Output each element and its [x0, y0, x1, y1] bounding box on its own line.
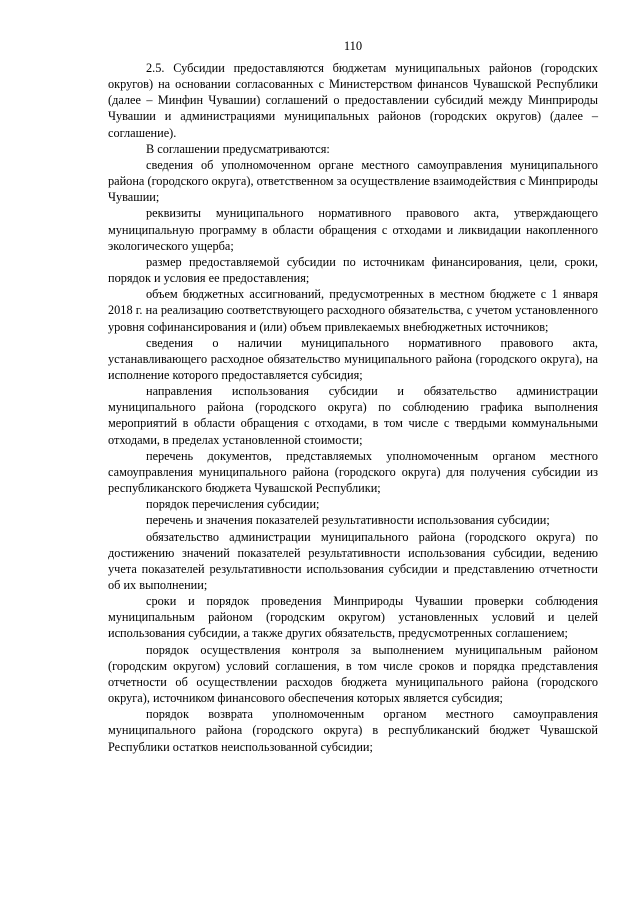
paragraph-item: сведения об уполномоченном органе местного самоуправления муниципального района (городского округа), ответственном за осуществление взаимодействия с Минприроды Чувашии;: [108, 157, 598, 205]
paragraph-item: размер предоставляемой субсидии по источникам финансирования, цели, сроки, порядок и условия ее предоставления;: [108, 254, 598, 286]
paragraph-item: обязательство администрации муниципального района (городского округа) по достижению значений показателей результативности использования субсидии, ведению учета показателей результативности использования субсидии и представлению отчетности об их выполнении;: [108, 529, 598, 592]
paragraph-item: направления использования субсидии и обязательство администрации муниципального района (городского округа) по соблюдению графика выполнения мероприятий в области обращения с отходами, в том числе с твердыми коммунальными отходами, в пределах установленной стоимости;: [108, 384, 598, 447]
paragraph-2-5: 2.5. Субсидии предоставляются бюджетам муниципальных районов (городских округов) на основании согласованных с Министерством финансов Чувашской Республики (далее – Минфин Чувашии) соглашений о предоставлении субсидий между Минприроды Чувашии и администрациями муниципальных районов (городских округов) (далее – соглашение).: [108, 61, 598, 140]
paragraph-item: порядок осуществления контроля за выполнением муниципальным районом (городским округом) условий соглашения, в том числе сроков и порядка представления отчетности об осуществлении расходов бюджета муниципального района (городского округа), источником финансового обеспечения которых является субсидия;: [108, 642, 598, 706]
paragraph-agreement-intro: В соглашении предусматриваются:: [146, 141, 330, 156]
paragraph-item: реквизиты муниципального нормативного правового акта, утверждающего муниципальную программу в области обращения с отходами и ликвидации накопленного экологического ущерба;: [108, 206, 598, 253]
paragraph-item: объем бюджетных ассигнований, предусмотренных в местном бюджете с 1 января 2018 г. на реализацию соответствующего расходного обязательства, с учетом установленного уровня софинансирования и (или) объем привлекаемых внебюджетных источников;: [108, 287, 598, 334]
paragraph-item: сроки и порядок проведения Минприроды Чувашии проверки соблюдения муниципальным районом (городским округом) установленных условий и целей использования субсидии, а также других обязательств, предусмотренных соглашением;: [108, 594, 598, 641]
paragraph-item: порядок возврата уполномоченным органом местного самоуправления муниципального района (городского округа) в республиканский бюджет Чувашской Республики остатков неиспользованной субсидии;: [108, 707, 598, 754]
paragraph-item: сведения о наличии муниципального нормативного правового акта, устанавливающего расходное обязательство муниципального района (городского округа), на исполнение которого предоставляется субсидия;: [108, 335, 598, 382]
document-page: [108, 38, 598, 755]
paragraph-item: перечень документов, представляемых уполномоченным органом местного самоуправления муниципального района (городского округа) для получения субсидии из республиканского бюджета Чувашской Республики;: [108, 448, 598, 496]
paragraph-item: порядок перечисления субсидии;: [146, 497, 320, 512]
paragraph-item: перечень и значения показателей результативности использования субсидии;: [146, 513, 550, 528]
document-body: [108, 60, 598, 755]
page-number: 110: [343, 39, 363, 53]
